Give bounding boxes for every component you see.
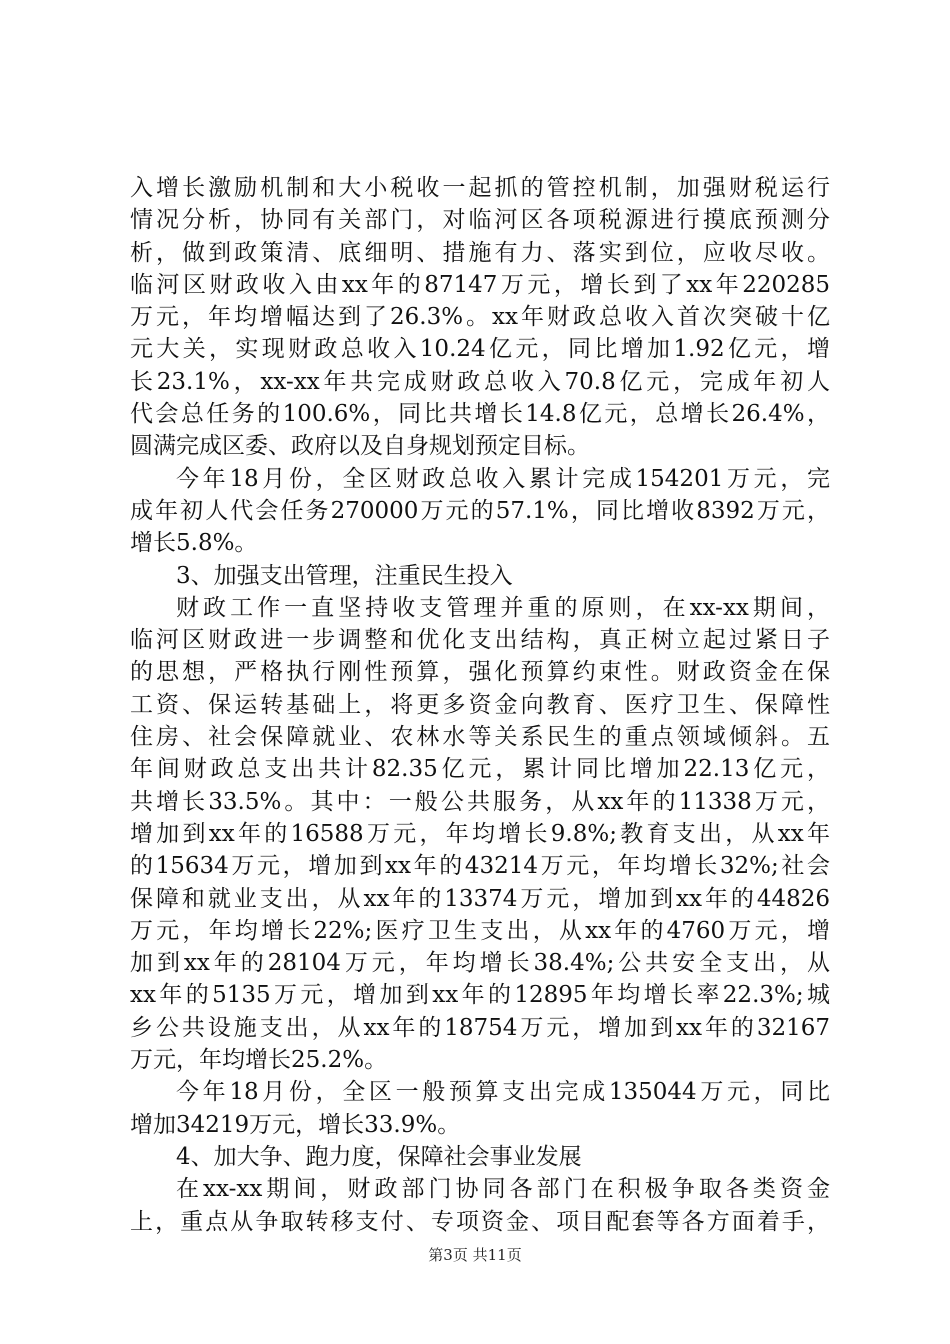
text-line: 年间财政总支出共计82.35亿元，累计同比增加22.13亿元， bbox=[130, 756, 830, 783]
text-line: 加到xx年的28104万元，年均增长38.4%;公共安全支出，从 bbox=[130, 950, 830, 977]
text-line: 上，重点从争取转移支付、专项资金、项目配套等各方面着手， bbox=[130, 1208, 830, 1235]
text-line: 今年18月份，全区一般预算支出完成135044万元，同比 bbox=[176, 1079, 830, 1106]
text-line: 圆满完成区委、政府以及自身规划预定目标。 bbox=[130, 433, 590, 460]
text-line: 增加到xx年的16588万元，年均增长9.8%;教育支出，从xx年 bbox=[130, 820, 830, 847]
text-line: 析，做到政策清、底细明、措施有力、落实到位，应收尽收。 bbox=[130, 239, 830, 266]
text-line: 万元，年均增长25.2%。 bbox=[130, 1047, 388, 1074]
text-line: 增加34219万元，增长33.9%。 bbox=[130, 1111, 461, 1138]
text-line: 今年18月份，全区财政总收入累计完成154201万元，完 bbox=[176, 465, 830, 492]
page-footer: 第3页 共11页 bbox=[428, 1246, 522, 1264]
text-line: 元大关，实现财政总收入10.24亿元，同比增加1.92亿元，增 bbox=[130, 336, 830, 363]
text-line: 临河区财政收入由xx年的87147万元，增长到了xx年220285 bbox=[130, 271, 830, 298]
text-line: 万元，年均增长22%;医疗卫生支出，从xx年的4760万元，增 bbox=[130, 917, 830, 944]
text-line: 入增长激励机制和大小税收一起抓的管控机制，加强财税运行 bbox=[130, 175, 830, 201]
text-line: 情况分析，协同有关部门，对临河区各项税源进行摸底预测分 bbox=[130, 207, 830, 234]
text-line: 乡公共设施支出，从xx年的18754万元，增加到xx年的32167 bbox=[130, 1014, 830, 1041]
text-line: 财政工作一直坚持收支管理并重的原则，在xx-xx期间， bbox=[176, 594, 830, 621]
text-line: 成年初人代会任务270000万元的57.1%，同比增收8392万元， bbox=[130, 497, 830, 524]
text-line: 临河区财政进一步调整和优化支出结构，真正树立起过紧日子 bbox=[130, 627, 830, 654]
text-line: 住房、社会保障就业、农林水等关系民生的重点领域倾斜。五 bbox=[130, 724, 830, 751]
text-line: 的思想，严格执行刚性预算，强化预算约束性。财政资金在保 bbox=[130, 659, 830, 686]
text-line: 的15634万元，增加到xx年的43214万元，年均增长32%;社会 bbox=[130, 853, 830, 880]
text-line: xx年的5135万元，增加到xx年的12895年均增长率22.3%;城 bbox=[130, 982, 830, 1009]
section-heading: 3、加强支出管理，注重民生投入 bbox=[176, 562, 513, 589]
text-line: 增长5.8%。 bbox=[130, 530, 258, 557]
text-line: 工资、保运转基础上，将更多资金向教育、医疗卫生、保障性 bbox=[130, 691, 830, 718]
text-line: 长23.1%，xx-xx年共完成财政总收入70.8亿元，完成年初人 bbox=[130, 368, 830, 395]
text-line: 代会总任务的100.6%，同比共增长14.8亿元，总增长26.4%， bbox=[130, 401, 830, 428]
text-line: 共增长33.5%。其中：一般公共服务，从xx年的11338万元， bbox=[130, 788, 830, 815]
body-text bbox=[130, 172, 830, 1238]
section-heading: 4、加大争、跑力度，保障社会事业发展 bbox=[176, 1143, 582, 1170]
text-line: 在xx-xx期间，财政部门协同各部门在积极争取各类资金 bbox=[176, 1176, 830, 1203]
text-line: 万元，年均增幅达到了26.3%。xx年财政总收入首次突破十亿 bbox=[130, 304, 830, 331]
text-line: 保障和就业支出，从xx年的13374万元，增加到xx年的44826 bbox=[130, 885, 830, 912]
